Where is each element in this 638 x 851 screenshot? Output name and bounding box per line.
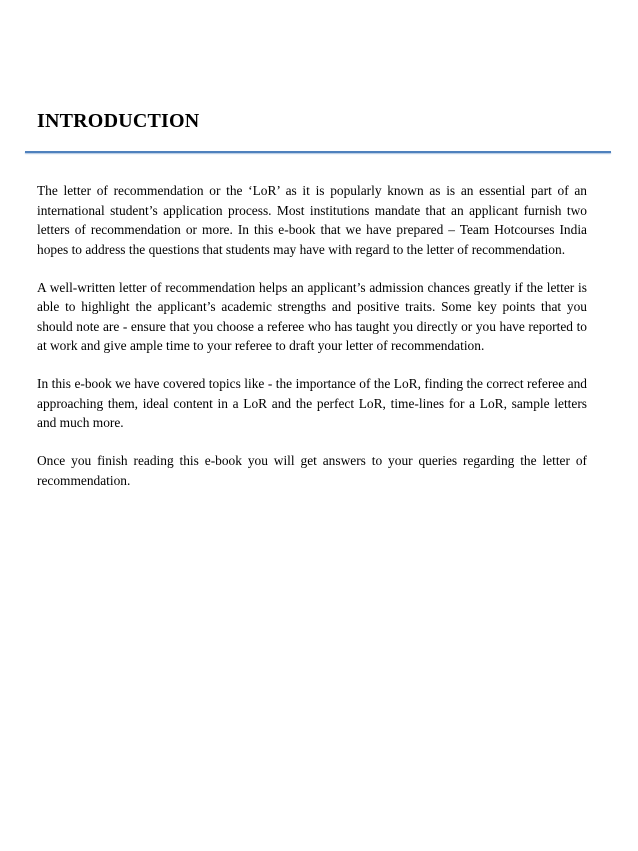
section-heading: INTRODUCTION bbox=[37, 110, 200, 132]
body-text bbox=[37, 181, 587, 509]
paragraph-intro: The letter of recommendation or the ‘LoR’ as it is popularly known as is an essential part of an international student’s application process. Most institutions mandate that an applicant furnish two letters of recommendation or more. In this e-book that we have prepared – Team Hotcourses India hopes to address the questions that students may have with regard to the letter of recommendation. bbox=[37, 183, 587, 257]
paragraph-conclusion: Once you finish reading this e-book you will get answers to your queries regarding the letter of recommendation. bbox=[37, 453, 587, 488]
paragraph-well-written-letter: A well-written letter of recommendation helps an applicant’s admission chances greatly if the letter is able to highlight the applicant’s academic strengths and positive traits. Some key points that you should note are - ensure that you choose a referee who has taught you directly or you have reported to at work and give ample time to your referee to draft your letter of recommendation. bbox=[37, 279, 587, 353]
heading-divider bbox=[25, 151, 611, 153]
paragraph-topics-covered: In this e-book we have covered topics like - the importance of the LoR, finding the correct referee and approaching them, ideal content in a LoR and the perfect LoR, time-lines for a LoR, sample letters and much more. bbox=[37, 376, 587, 430]
